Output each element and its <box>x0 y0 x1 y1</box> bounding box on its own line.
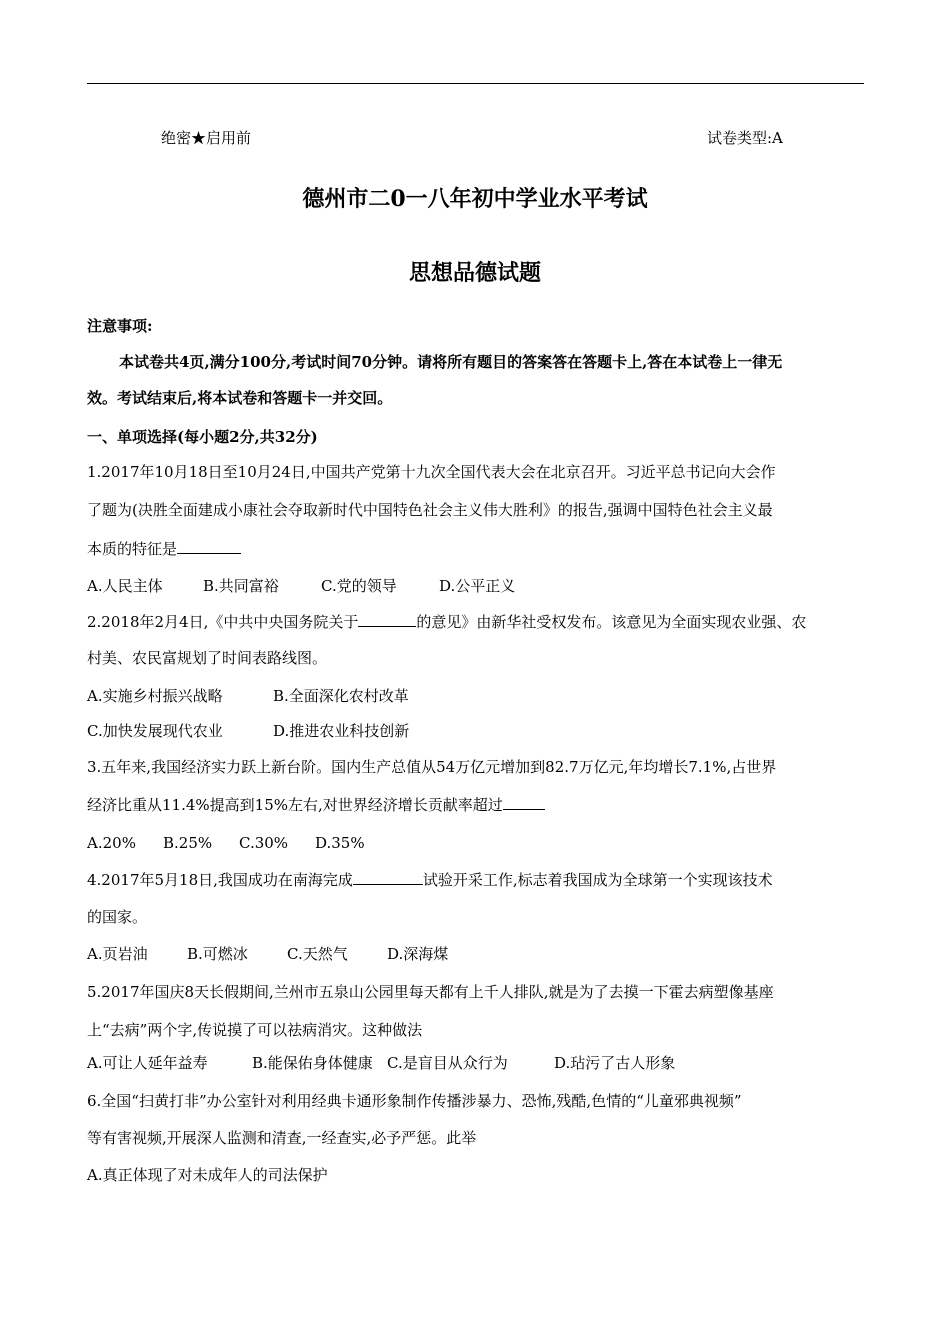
q2-stem-end: 的意见》由新华社受权发布。该意见为全面实现农业强、农 <box>416 613 807 631</box>
q2-line-2: 村美、农民富规划了时间表路线图。 <box>87 649 328 667</box>
q4-option-b: B.可燃冰 <box>187 945 248 963</box>
q5-line-1: 5.2017年国庆8天长假期间,兰州市五泉山公园里每天都有上千人排队,就是为了去摸一下霍去病塑像基座 <box>87 983 774 1001</box>
q4-line-1 <box>87 870 877 890</box>
q4-stem-start: 4.2017年5月18日,我国成功在南海完成 <box>87 871 353 889</box>
q5-option-a: A.可让人延年益寿 <box>87 1054 208 1072</box>
notice-line-1: 本试卷共4页,满分100分,考试时间70分钟。请将所有题目的答案答在答题卡上,答在本试卷上一律无 <box>119 353 783 371</box>
q5-option-c: C.是盲目从众行为 <box>387 1054 508 1072</box>
answer-blank <box>177 539 241 554</box>
q5-options <box>87 1053 877 1073</box>
q5-option-b: B.能保佑身体健康 <box>252 1054 373 1072</box>
exam-title: 德州市二0一八年初中学业水平考试 <box>302 186 648 212</box>
q2-option-b: B.全面深化农村改革 <box>273 687 409 705</box>
q6-option-a: A.真正体现了对未成年人的司法保护 <box>87 1166 328 1184</box>
q3-options <box>87 833 877 853</box>
answer-blank <box>353 870 423 885</box>
q3-option-d: D.35% <box>315 834 365 852</box>
notice-line-2: 效。考试结束后,将本试卷和答题卡一并交回。 <box>87 389 393 407</box>
q6-line-2: 等有害视频,开展深人监测和清查,一经查实,必予严惩。此举 <box>87 1129 477 1147</box>
q4-option-c: C.天然气 <box>287 945 348 963</box>
q2-option-c: C.加快发展现代农业 <box>87 722 223 740</box>
q1-line-3 <box>87 539 877 559</box>
q1-option-d: D.公平正义 <box>439 577 516 595</box>
q1-stem-end: 本质的特征是 <box>87 540 178 558</box>
q1-options <box>87 576 877 596</box>
q1-option-b: B.共同富裕 <box>203 577 279 595</box>
q2-options-2 <box>87 721 877 741</box>
answer-blank <box>358 612 416 627</box>
paper-type-label: 试卷类型:A <box>707 129 783 147</box>
q2-options-1 <box>87 686 877 706</box>
q3-line-2 <box>87 795 877 815</box>
section-heading: 一、单项选择(每小题2分,共32分) <box>87 428 318 446</box>
q3-option-b: B.25% <box>163 834 213 852</box>
answer-blank <box>503 795 545 810</box>
q6-line-1: 6.全国“扫黄打非”办公室针对利用经典卡通形象制作传播涉暴力、恐怖,残酷,色情的“儿童邪典视频” <box>87 1092 742 1110</box>
q1-option-a: A.人民主体 <box>87 577 163 595</box>
q5-option-d: D.玷污了古人形象 <box>554 1054 676 1072</box>
q4-option-a: A.页岩油 <box>87 945 148 963</box>
top-rule <box>87 83 864 84</box>
q4-stem-end: 试验开采工作,标志着我国成为全球第一个实现该技术 <box>422 871 773 889</box>
q4-line-2: 的国家。 <box>87 908 148 926</box>
q2-stem-start: 2.2018年2月4日,《中共中央国务院关于 <box>87 613 359 631</box>
q2-option-a: A.实施乡村振兴战略 <box>87 687 223 705</box>
notice-heading: 注意事项: <box>87 317 153 335</box>
q3-stem-end: 经济比重从11.4%提高到15%左右,对世界经济增长贡献率超过 <box>87 796 503 814</box>
q2-line-1 <box>87 612 877 632</box>
q3-option-a: A.20% <box>87 834 136 852</box>
secret-label: 绝密★启用前 <box>161 129 252 147</box>
q5-line-2: 上“去病”两个字,传说摸了可以祛病消灾。这种做法 <box>87 1021 423 1039</box>
q4-option-d: D.深海煤 <box>387 945 449 963</box>
q1-option-c: C.党的领导 <box>321 577 397 595</box>
q3-option-c: C.30% <box>239 834 289 852</box>
q4-options <box>87 944 877 964</box>
q1-line-2: 了题为(决胜全面建成小康社会夺取新时代中国特色社会主义伟大胜利》的报告,强调中国特色社会主义最 <box>87 501 773 519</box>
q1-line-1: 1.2017年10月18日至10月24日,中国共产党第十九次全国代表大会在北京召开。习近平总书记向大会作 <box>87 463 776 481</box>
q2-option-d: D.推进农业科技创新 <box>273 722 410 740</box>
exam-subtitle: 思想品德试题 <box>408 260 541 286</box>
q3-line-1: 3.五年来,我国经济实力跃上新台阶。国内生产总值从54万亿元增加到82.7万亿元,年均增长7.1%,占世界 <box>87 758 777 776</box>
